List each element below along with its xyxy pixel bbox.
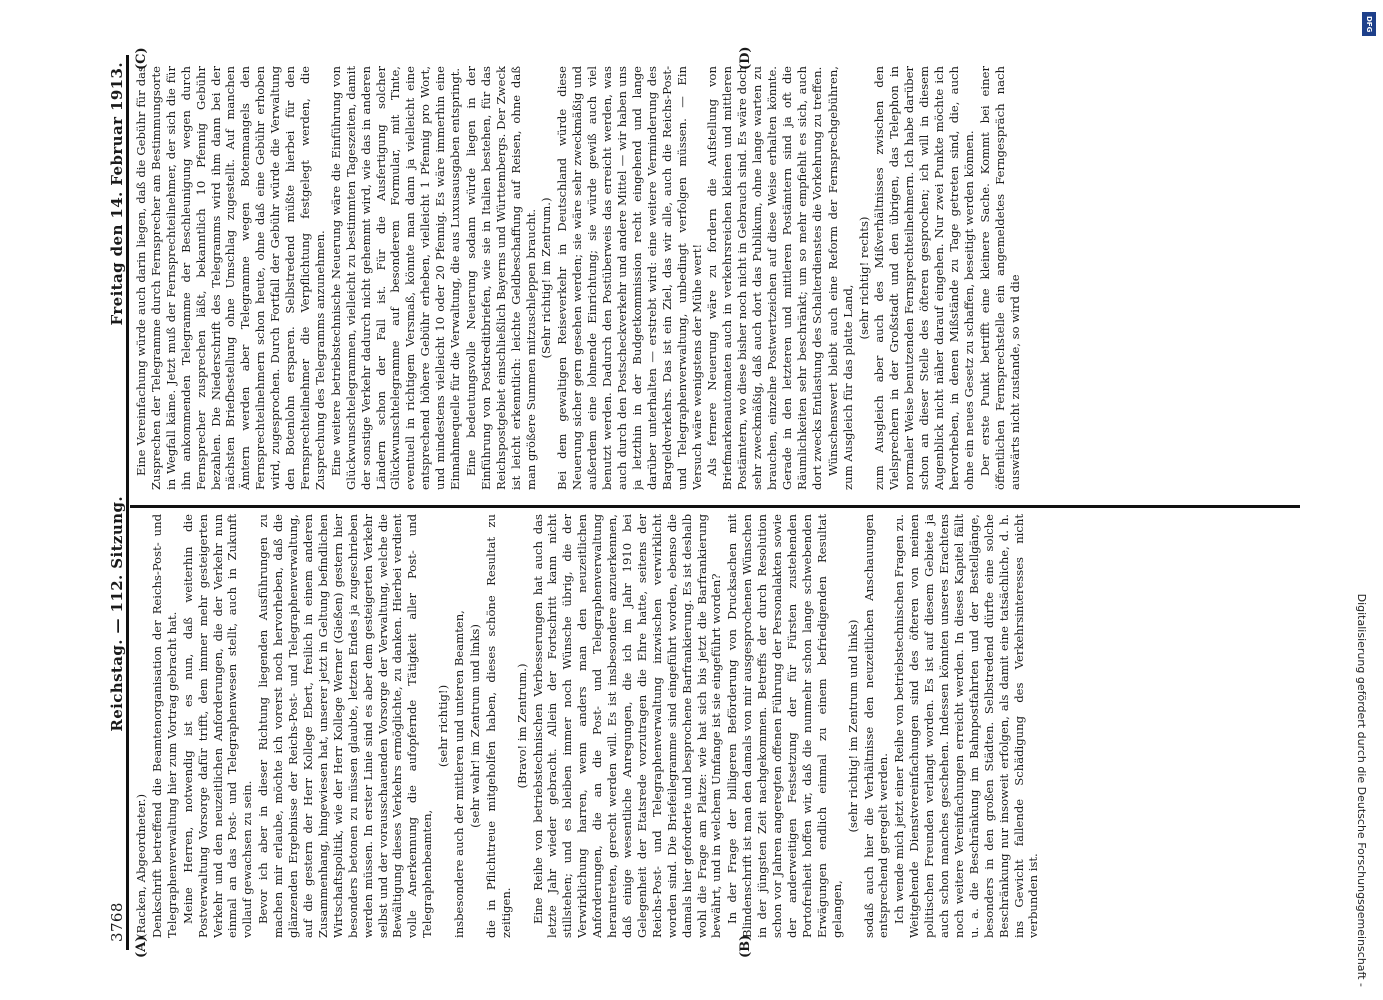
- paragraph: insbesondere auch der mittleren und unteren Beamten,: [452, 610, 467, 938]
- interjection: (sehr richtig!): [436, 684, 451, 768]
- rotated-page-content: [38, 40, 1338, 960]
- paragraph: die in Pflichttreue mitgeholfen haben, dieses schöne Resultat zu zeitigen.: [483, 514, 513, 938]
- paragraph: sodaß auch hier die Verhältnisse den neuzeitlichen Anschauungen entsprechend geregelt werden.: [861, 514, 891, 938]
- paragraph: Eine Vereinfachung würde auch darin liegen, daß die Gebühr für das Zusprechen der Telegramme durch Fernsprecher am Bestimmungsorte in Wegfall käme. Jetzt muß der Fernsprechteilnehmer, der sich die für ihn ankommenden Telegramme der Beschleunigung wegen durch Fernsprecher zusprechen läßt, bekanntlich 10 Pfennig Gebühr bezahlen. Die Niederschrift des Telegramms wird ihm dann bei der nächsten Briefbestellung ohne Umschlag zugestellt. Auf manchen Ämtern werden aber Telegramme wegen Botenmangels den Fernsprechteilnehmern schon heute, ohne daß eine Gebühr erhoben wird, zugesprochen. Durch Fortfall der Gebühr würde die Verwaltung den Botenlohn ersparen. Selbstredend müßte hierbei für den Fernsprechteilnehmer die Verpflichtung festgelegt werden, die Zusprechung des Telegramms anzunehmen.: [134, 66, 327, 490]
- session-title: Reichstag. — 112. Sitzung.: [108, 496, 126, 732]
- paragraph: Eine Reihe von betriebstechnischen Verbesserungen hat auch das letzte Jahr wieder gebracht. Allein der Fortschritt kann nicht stillstehen; und es bleiben immer noch Wünsche übrig, die der Verwirklichung harren, wenn anders man den neuzeitlichen Anforderungen, die an die Post- und Telegraphenverwaltung herantreten, gerecht werden will. Es ist insbesondere anzuerkennen, daß einige wesentliche Anregungen, die ich im Jahr 1910 bei Gelegenheit der Etatsrede vorzutragen die Ehre hatte, seitens der Reichs-Post- und Telegraphenverwaltung inzwischen verwirklicht worden sind. Die Briefeilegramme sind eingeführt worden, ebenso die damals hier geforderte und besprochene Barfrankierung. Es ist deshalb wohl die Frage am Platze: wie hat sich bis jetzt die Barfrankierung bewährt, und in welchem Umfange ist sie eingeführt worden?: [530, 514, 724, 938]
- session-date: Freitag den 14. Februar 1913.: [108, 62, 126, 326]
- header-rule: [126, 55, 129, 950]
- paragraph: Bevor ich aber in dieser Richtung liegenden Ausführungen zu machen mir erlaube, möchte ich vorerst noch hervorheben, daß die glänzenden Ergebnisse der Reichs-Post- und Telegraphenverwaltung, auf die gestern der Herr Kollege Ebert, freilich in einem anderen Zusammenhang, hingewiesen hat, unserer jetzt in Geltung befindlichen Wirtschaftspolitik, wie der Herr Kollege Werner (Gießen) gestern hier besonders betonen zu müssen glaubte, letzten Endes ja zugeschrieben werden müssen. In erster Linie sind es aber dem gesteigerten Verkehr selbst und der vorausschauenden Vorsorge der Verwaltung, welche die Bewältigung dieses Verkehrs ermöglichte, zu danken. Hierbei verdient volle Anerkennung die aufopfernde Tätigkeit aller Post- und Telegraphenbeamten,: [256, 514, 435, 938]
- paragraph: Denkschrift betreffend die Beamtenorganisation der Reichs-Post- und Telegraphenverwaltung hier zum Vortrag gebracht hat.: [149, 514, 179, 938]
- column-divider: [130, 505, 1300, 508]
- running-header: [100, 62, 126, 942]
- interjection: (sehr richtig! rechts): [856, 216, 871, 340]
- paragraph: Ich wende mich jetzt einer Reihe von betriebstechnischen Fragen zu. Weitgehende Dienstvereinfachungen sind des öfteren von meinen politischen Freunden verlangt worden. Es ist auf diesem Gebiete ja auch schon manches geschehen. Indessen könnten unseres Erachtens noch weitere Vereinfachungen erreicht werden. In dieses Kapitel fällt u. a. die Beschränkung im Bahnpostfahrten und der Bestellgänge, besonders in den großen Städten. Selbstredend dürfte eine solche Beschränkung nur insoweit erfolgen, als damit eine tatsächliche, d. h. ins Gewicht fallende Schädigung des Verkehrsinteresses nicht verbunden ist.: [892, 514, 1041, 938]
- paragraph: (Racken, Abgeordneter.): [134, 794, 148, 938]
- interjection: (sehr richtig! im Zentrum und links): [845, 619, 860, 833]
- dfg-logo: DFG: [1362, 12, 1376, 36]
- paragraph: Der erste Punkt betrifft eine kleinere Sache. Kommt bei einer öffentlichen Fernsprechstelle ein angemeldetes Ferngespräch nach auswärts nicht zustande, so wird die: [977, 66, 1022, 490]
- interjection: (sehr wahr! im Zentrum und links): [467, 624, 482, 828]
- paragraph: Als fernere Neuerung wäre zu fordern die Aufstellung von Briefmarkenautomaten auch in verkehrsreichen kleinen und mittleren Postämtern, wo diese bisher noch nicht in Gebrauch sind. Es wäre doch sehr zweckmäßig, daß auch dort das Publikum, ohne lange warten zu brauchen, einzelne Postwertzeichen auf diese Weise erhalten könnte. Gerade in den letzteren und mittleren Postämtern sind ja oft die Räumlichkeiten sehr beschränkt; um so mehr empfiehlt es sich, auch dort zwecks Entlastung des Schalterdienstes die Vorkehrung zu treffen.: [705, 66, 824, 490]
- digitization-note: [1350, 12, 1372, 987]
- paragraph: Meine Herren, notwendig ist es nun, daß weiterhin die Postverwaltung Vorsorge dafür trifft, dem immer mehr gesteigerten Verkehr und den neuzeitlichen Anforderungen, die der Verkehr nun einmal an das Post- und Telegraphenwesen stellt, auch in Zukunft vollauf gewachsen zu sein.: [180, 514, 255, 938]
- interjection: (Bravo! im Zentrum.): [514, 663, 529, 789]
- margin-mark-b: (B): [738, 934, 753, 958]
- page-number: 3768: [108, 902, 126, 942]
- paragraph: Wünschenswert bleibt auch eine Reform der Fernsprechgebühren, zum Ausgleich für das platte Land,: [825, 66, 855, 490]
- left-column: [134, 514, 1304, 938]
- digitization-note-text: Digitalisierung gefördert durch die Deutsche Forschungsgemeinschaft -: [1355, 593, 1368, 987]
- margin-mark-d: (D): [738, 46, 753, 70]
- paragraph: zum Ausgleich aber auch des Mißverhältnisses zwischen den Vielsprechern in der Großstadt und den übrigen, das Telephon in normaler Weise benutzenden Fernsprechteilnehmern. Ich habe darüber schon an dieser Stelle des öfteren gesprochen; ich will in diesem Augenblick nicht näher darauf eingehen. Nur zwei Punkte möchte ich hervorheben, in denen Mißstände zu Tage getreten sind, die, auch ohne ein neues Gesetz zu schaffen, beseitigt werden können.: [872, 66, 976, 490]
- paragraph: In der Frage der billigeren Beförderung von Drucksachen mit Blindenschrift ist man den damals von mir ausgesprochenen Wünschen in der jüngsten Zeit nachgekommen. Betreffs der durch Resolution schon vor Jahren angeregten offenen Führung der Personalakten sowie der anderweitigen Festsetzung der für Fürsten zustehenden Portofreiheit hoffen wir, daß die nunmehr schon lange schwebenden Erwägungen endlich einmal zu einem befriedigenden Resultat gelangen,: [725, 514, 844, 938]
- interjection: (Sehr richtig! im Zentrum.): [539, 197, 554, 359]
- margin-mark-c: (C): [134, 47, 149, 70]
- margin-mark-a: (A): [134, 935, 149, 958]
- paragraph: Eine weitere betriebstechnische Neuerung wäre die Einführung von Glückwunschtelegrammen, vielleicht zu bestimmten Tageszeiten, damit der sonstige Verkehr dadurch nicht gehemmt wird, wie das in anderen Ländern schon der Fall ist. Für die Ausfertigung solcher Glückwunschtelegramme auf besonderem Formular, mit Tinte, eventuell in richtigem Versmaß, könnte man dann ja vielleicht eine entsprechend höhere Gebühr erheben, vielleicht 1 Pfennig pro Wort, und mindestens vielleicht 10 oder 20 Pfennig. Es wäre immerhin eine Einnahmequelle für die Verwaltung, die aus Luxusausgaben entspringt.: [328, 66, 463, 490]
- paragraph: Eine bedeutungsvolle Neuerung sodann würde liegen in der Einführung von Postkreditbriefen, wie sie in Italien bestehen, für das Reichspostgebiet einschließlich Bayerns und Württembergs. Der Zweck ist leicht erkenntlich: leichte Geldbeschaffung auf Reisen, ohne daß man größere Summen mitzuschleppen braucht.: [463, 66, 538, 490]
- paragraph: Bei dem gewaltigen Reiseverkehr in Deutschland würde diese Neuerung sicher gern gesehen werden; sie wäre sehr zweckmäßig und außerdem eine lohnende Einrichtung; sie würde gewiß auch viel benutzt werden. Dadurch den Postüberweis das erreicht werden, was auch durch den Postscheckverkehr und andere Mittel — wir haben uns ja letzthin in der Budgetkommission recht eingehend und lange darüber unterhalten — erstrebt wird: eine weitere Verminderung des Bargeldverkehrs. Das ist ein Ziel, das wir alle, auch die Reichs-Post- und Telegraphenverwaltung, unbedingt verfolgen müssen. — Ein Versuch wäre wenigstens der Mühe wert!: [555, 66, 704, 490]
- right-column: [134, 66, 1304, 490]
